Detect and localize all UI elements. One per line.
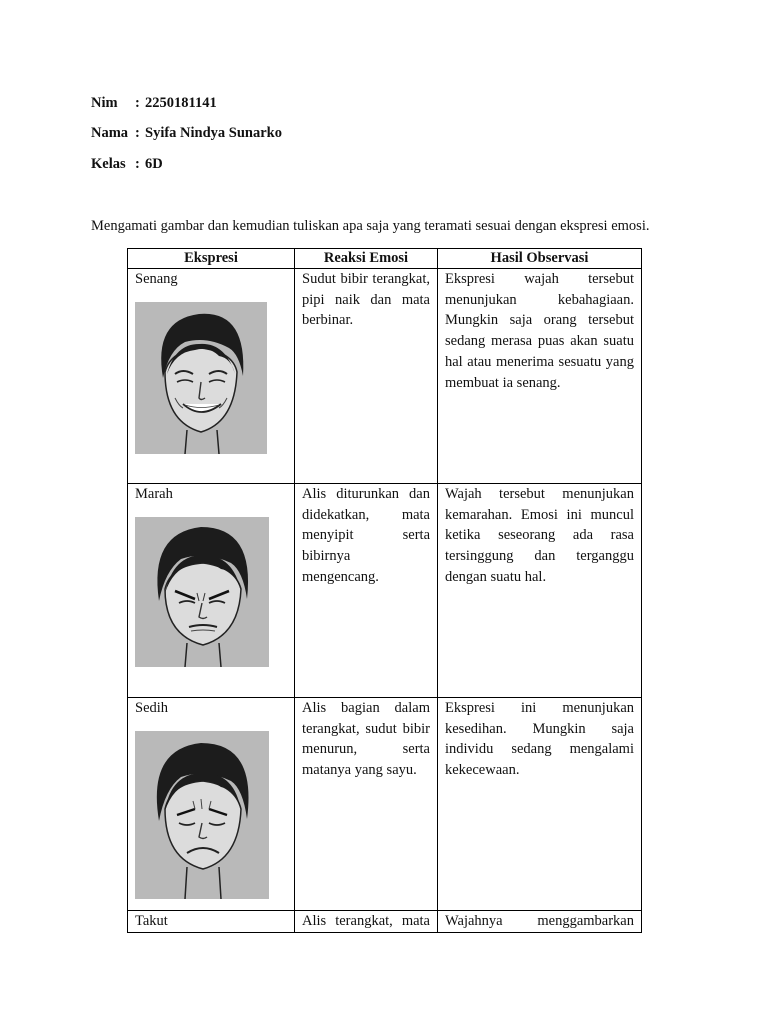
header-reaksi-emosi: Reaksi Emosi [295, 249, 438, 269]
nama-value: Syifa Nindya Sunarko [145, 125, 282, 141]
cell-ekspresi [128, 698, 295, 911]
nama-line [91, 124, 282, 142]
cell-hasil-observasi: Wajahnya menggambarkan [438, 911, 642, 933]
expression-name: Marah [135, 486, 173, 502]
nama-separator: : [135, 125, 140, 141]
cell-ekspresi: Takut [128, 911, 295, 933]
happy-face-illustration [135, 302, 267, 454]
cell-reaksi-emosi: Alis terangkat, mata [295, 911, 438, 933]
instruction-text: Mengamati gambar dan kemudian tuliskan apa saja yang teramati sesuai dengan ekspresi emosi. [91, 218, 650, 234]
observation-table [127, 248, 642, 933]
cell-reaksi-emosi: Alis diturunkan dan didekatkan, mata menyipit serta bibirnya mengencang. [295, 484, 438, 698]
table-row [128, 269, 642, 484]
header-ekspresi: Ekspresi [128, 249, 295, 269]
nama-label: Nama [91, 125, 129, 141]
expression-name: Senang [135, 271, 178, 287]
kelas-line [91, 155, 163, 173]
nim-value: 2250181141 [145, 95, 217, 111]
kelas-separator: : [135, 156, 140, 172]
table-row [128, 484, 642, 698]
nim-label: Nim [91, 95, 118, 111]
cell-hasil-observasi: Ekspresi ini menunjukan kesedihan. Mungkin saja individu sedang mengalami kekecewaan. [438, 698, 642, 911]
cell-ekspresi [128, 484, 295, 698]
table-row [128, 698, 642, 911]
table-header-row [128, 249, 642, 269]
angry-face-illustration [135, 517, 269, 667]
nim-separator: : [135, 95, 140, 111]
kelas-label: Kelas [91, 156, 126, 172]
kelas-value: 6D [145, 156, 163, 172]
header-hasil-observasi: Hasil Observasi [438, 249, 642, 269]
cell-reaksi-emosi: Alis bagian dalam terangkat, sudut bibir menurun, serta matanya yang sayu. [295, 698, 438, 911]
cell-hasil-observasi: Ekspresi wajah tersebut menunjukan kebahagiaan. Mungkin saja orang tersebut sedang merasa puas akan suatu hal atau menerima sesuatu yang membuat ia senang. [438, 269, 642, 484]
nim-line [91, 94, 217, 112]
cell-ekspresi [128, 269, 295, 484]
expression-name: Sedih [135, 700, 169, 716]
table-row [128, 911, 642, 933]
cell-hasil-observasi: Wajah tersebut menunjukan kemarahan. Emosi ini muncul ketika seseorang ada rasa tersinggung dan terganggu dengan suatu hal. [438, 484, 642, 698]
sad-face-illustration [135, 731, 269, 899]
cell-reaksi-emosi: Sudut bibir terangkat, pipi naik dan mata berbinar. [295, 269, 438, 484]
